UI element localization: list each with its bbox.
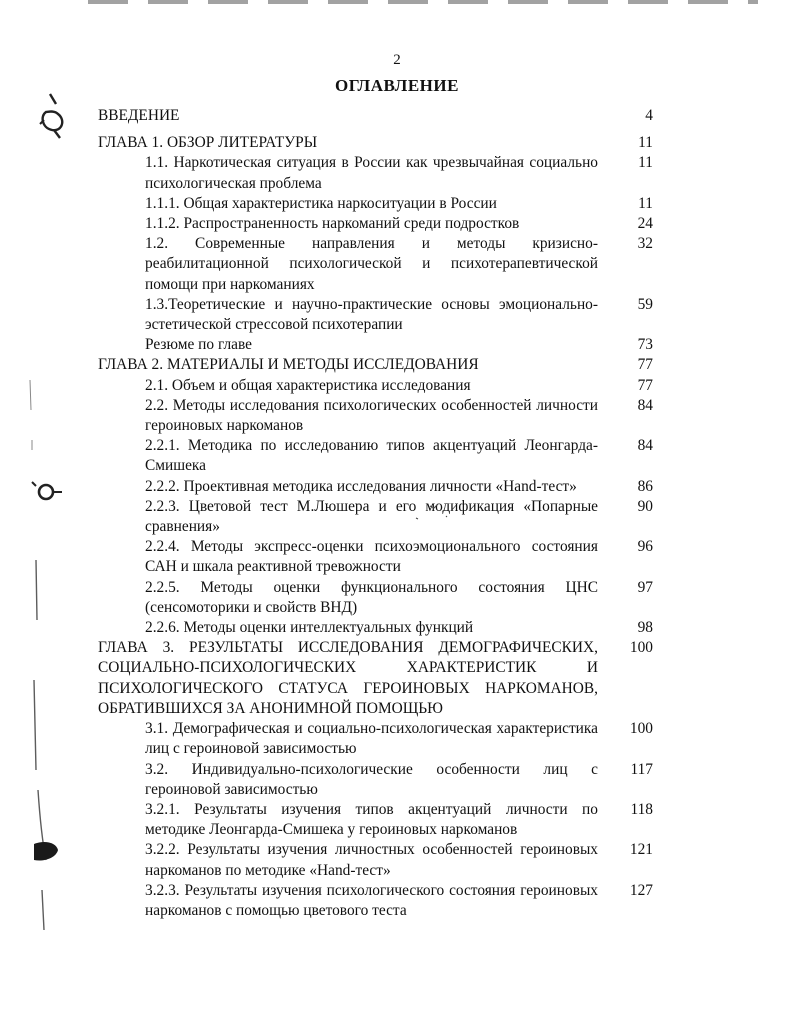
toc-entry-page: 98 xyxy=(637,619,653,637)
toc-entry xyxy=(0,840,794,880)
toc-entry xyxy=(0,719,794,759)
scan-speckle xyxy=(386,498,466,528)
toc-entry-title: 3.2.1. Результаты изучения типов акцентуаций личности по методике Леонгарда-Смишека у героиновых наркоманов xyxy=(145,800,598,839)
toc-entry-title: 3.2. Индивидуально-психологические особенности лиц с героиновой зависимостью xyxy=(145,760,598,798)
toc-entry-title: ГЛАВА 2. МАТЕРИАЛЫ И МЕТОДЫ ИССЛЕДОВАНИЯ xyxy=(98,356,479,374)
binding-hole-mark xyxy=(30,838,64,868)
margin-scan-lines xyxy=(28,560,58,940)
toc-entry-title: 1.1.1. Общая характеристика наркоситуации в России xyxy=(145,194,497,212)
toc-entry-page: 4 xyxy=(645,107,653,124)
toc-entry-title: 2.2.1. Методика по исследованию типов акцентуаций Леонгарда-Смишека xyxy=(145,437,598,475)
toc-entry-title: 2.2.6. Методы оценки интеллектуальных функций xyxy=(145,619,474,637)
toc-entry-page: 24 xyxy=(637,215,653,233)
toc-entry xyxy=(0,295,794,335)
toc-entry-page: 77 xyxy=(637,376,653,394)
toc-entry xyxy=(0,133,794,153)
toc-entry-title: 3.2.3. Результаты изучения психологического состояния героиновых наркоманов с помощью цветового теста xyxy=(145,881,598,919)
toc-entry-title: 3.1. Демографическая и социально-психологическая характеристика лиц с героиновой зависимостью xyxy=(145,720,598,758)
toc-entry xyxy=(0,234,794,295)
toc-entry-title: 2.1. Объем и общая характеристика исследования xyxy=(145,376,471,394)
toc-entry-title: 2.2.3. Цветовой тест М.Люшера и его модификация «Попарные сравнения» xyxy=(145,497,598,536)
toc-entry-title: 1.1.2. Распространенность наркоманий среди подростков xyxy=(145,215,520,233)
toc-entry xyxy=(0,376,794,396)
toc-gap xyxy=(0,126,794,133)
toc-entry-title: 1.2. Современные направления и методы кризисно-реабилитационной психологической и психотерапевтической помощи при наркоманиях xyxy=(145,235,598,293)
toc-entry xyxy=(0,760,794,800)
toc-entry xyxy=(0,355,794,375)
toc-entry-page: 59 xyxy=(637,295,653,313)
toc-entry-title: 2.2.5. Методы оценки функционального состояния ЦНС (сенсомоторики и свойств ВНД) xyxy=(145,578,598,616)
scan-top-edge xyxy=(88,0,758,4)
toc-entry xyxy=(0,106,794,126)
toc-entry-title: 2.2. Методы исследования психологических особенностей личности героиновых наркоманов xyxy=(145,396,598,435)
toc-entry-title: 2.2.2. Проективная методика исследования личности «Hand-тест» xyxy=(145,477,577,495)
toc-entry-page: 90 xyxy=(637,497,653,515)
toc-entry-page: 84 xyxy=(637,437,653,455)
toc-entry xyxy=(0,537,794,577)
toc-entry xyxy=(0,638,794,719)
toc-entry xyxy=(0,881,794,921)
toc-entry-title: 2.2.4. Методы экспресс-оценки психоэмоционального состояния САН и шкала реактивной тревожности xyxy=(145,538,598,576)
toc-entry-page: 127 xyxy=(629,881,653,899)
toc-entry xyxy=(0,477,794,497)
toc-entry-page: 96 xyxy=(637,538,653,556)
toc-entry-page: 73 xyxy=(637,336,653,354)
toc-entry-title: 1.1. Наркотическая ситуация в России как чрезвычайная социально психологическая проблема xyxy=(145,154,598,192)
toc-entry-page: 100 xyxy=(629,720,653,738)
toc-entry-title: ГЛАВА 3. РЕЗУЛЬТАТЫ ИССЛЕДОВАНИЯ ДЕМОГРАФИЧЕСКИХ, СОЦИАЛЬНО-ПСИХОЛОГИЧЕСКИХ ХАРАКТЕРИСТИК И ПСИХОЛОГИЧЕСКОГО СТАТУСА ГЕРОИНОВЫХ НАРКОМАНОВ, ОБРАТИВШИХСЯ ЗА АНОНИМНОЙ ПОМОЩЬЮ xyxy=(98,639,598,717)
toc-entry-page: 32 xyxy=(637,235,653,253)
margin-scan-lines xyxy=(20,380,40,500)
toc-entry-title: ГЛАВА 1. ОБЗОР ЛИТЕРАТУРЫ xyxy=(98,134,318,152)
toc-entry-title: 1.3.Теоретические и научно-практические основы эмоционально-эстетической стрессовой психотерапии xyxy=(145,295,598,334)
toc-entry xyxy=(0,436,794,476)
toc-entry-page: 77 xyxy=(637,356,653,374)
toc-entry-title: Резюме по главе xyxy=(145,336,252,354)
toc-entry-title: ВВЕДЕНИЕ xyxy=(98,107,180,124)
toc-entry-page: 100 xyxy=(629,639,653,657)
page-number: 2 xyxy=(393,52,401,68)
toc-entry xyxy=(0,618,794,638)
toc-entry xyxy=(0,194,794,214)
toc-entry-page: 121 xyxy=(629,841,653,859)
toc-entry xyxy=(0,578,794,618)
toc-entry xyxy=(0,214,794,234)
toc-title: ОГЛАВЛЕНИЕ xyxy=(335,76,459,95)
toc-entry xyxy=(0,153,794,193)
toc-entry xyxy=(0,335,794,355)
toc-entry-page: 11 xyxy=(638,154,653,172)
toc-entry-page: 117 xyxy=(630,760,653,778)
toc-entry xyxy=(0,396,794,436)
toc-entry-title: 3.2.2. Результаты изучения личностных особенностей героиновых наркоманов по методике «Hand-тест» xyxy=(145,841,598,879)
binding-hole-mark xyxy=(36,90,76,140)
toc-entry-page: 84 xyxy=(637,396,653,414)
toc-entry-page: 86 xyxy=(637,477,653,495)
toc-entry-page: 11 xyxy=(638,194,653,212)
toc-entry xyxy=(0,800,794,840)
toc-entry-page: 11 xyxy=(638,134,653,152)
toc-entry-page: 118 xyxy=(630,800,653,818)
toc-entry-page: 97 xyxy=(637,578,653,596)
